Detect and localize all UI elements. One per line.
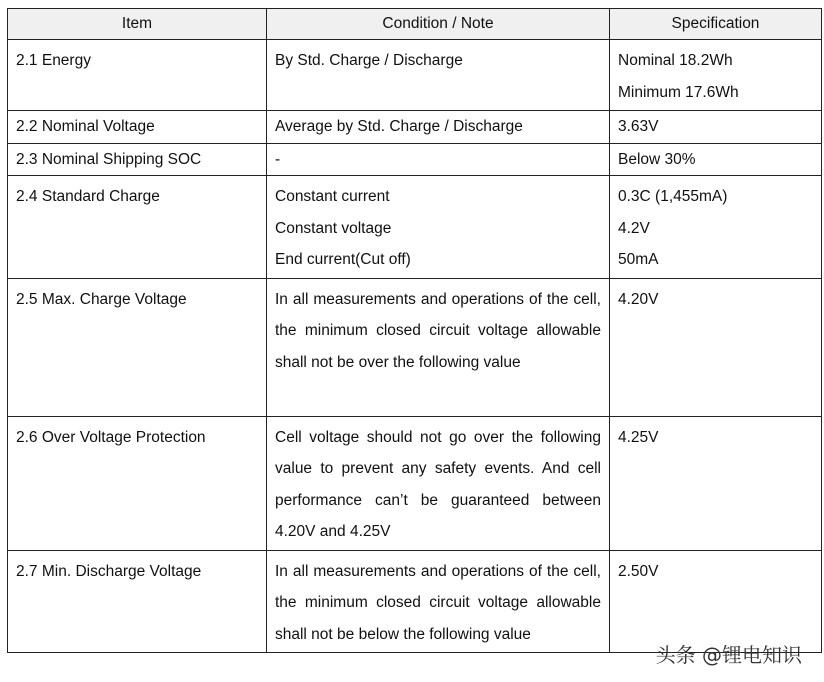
- spec-line: 4.20V: [618, 290, 659, 308]
- spec-cell: [610, 176, 822, 279]
- table-row: [8, 111, 822, 144]
- condition-cell: Cell voltage should not go over the following value to prevent any safety events. And cell performance can’t be guaranteed between 4.20V and 4.25V: [267, 416, 610, 550]
- condition-cell: [267, 40, 610, 111]
- condition-line: Constant current: [275, 188, 390, 205]
- spec-cell: [610, 143, 822, 176]
- condition-cell: [267, 143, 610, 176]
- watermark: 头条 @锂电知识: [655, 643, 802, 667]
- spec-table: [7, 8, 822, 653]
- header-condition: Condition / Note: [267, 9, 610, 40]
- condition-line: Average by Std. Charge / Discharge: [275, 118, 523, 135]
- spec-line: 2.50V: [618, 562, 659, 580]
- item-cell: 2.7 Min. Discharge Voltage: [8, 550, 267, 653]
- spec-cell: [610, 550, 822, 653]
- condition-line: Constant voltage: [275, 219, 392, 237]
- item-cell: 2.2 Nominal Voltage: [8, 111, 267, 144]
- spec-cell: [610, 278, 822, 416]
- header-item: Item: [8, 9, 267, 40]
- condition-cell: [267, 176, 610, 279]
- table-row: [8, 278, 822, 416]
- item-cell: 2.1 Energy: [8, 40, 267, 111]
- spec-cell: [610, 111, 822, 144]
- spec-cell: [610, 416, 822, 550]
- item-cell: 2.4 Standard Charge: [8, 176, 267, 279]
- spec-line: 4.25V: [618, 428, 659, 446]
- spec-line: 0.3C (1,455mA): [618, 188, 728, 205]
- item-cell: 2.5 Max. Charge Voltage: [8, 278, 267, 416]
- spec-line: Minimum 17.6Wh: [618, 83, 739, 101]
- spec-line: 50mA: [618, 251, 659, 268]
- spec-line: Nominal 18.2Wh: [618, 52, 733, 69]
- condition-cell: [267, 111, 610, 144]
- item-cell: 2.6 Over Voltage Protection: [8, 416, 267, 550]
- spec-line: 3.63V: [618, 118, 659, 135]
- spec-line: 4.2V: [618, 219, 650, 237]
- table-row: [8, 416, 822, 550]
- spec-line: Below 30%: [618, 150, 696, 168]
- item-cell: 2.3 Nominal Shipping SOC: [8, 143, 267, 176]
- table-row: [8, 143, 822, 176]
- condition-cell: In all measurements and operations of the cell, the minimum closed circuit voltage allowable shall not be below the following value: [267, 550, 610, 653]
- condition-line: By Std. Charge / Discharge: [275, 52, 463, 69]
- table-row: [8, 176, 822, 279]
- condition-line: End current(Cut off): [275, 251, 411, 268]
- spec-cell: [610, 40, 822, 111]
- table-row: [8, 40, 822, 111]
- condition-cell: In all measurements and operations of the cell, the minimum closed circuit voltage allowable shall not be over the following value: [267, 278, 610, 416]
- condition-line: -: [275, 150, 281, 168]
- table-header-row: [8, 9, 822, 40]
- table-row: [8, 550, 822, 653]
- header-specification: Specification: [610, 9, 822, 40]
